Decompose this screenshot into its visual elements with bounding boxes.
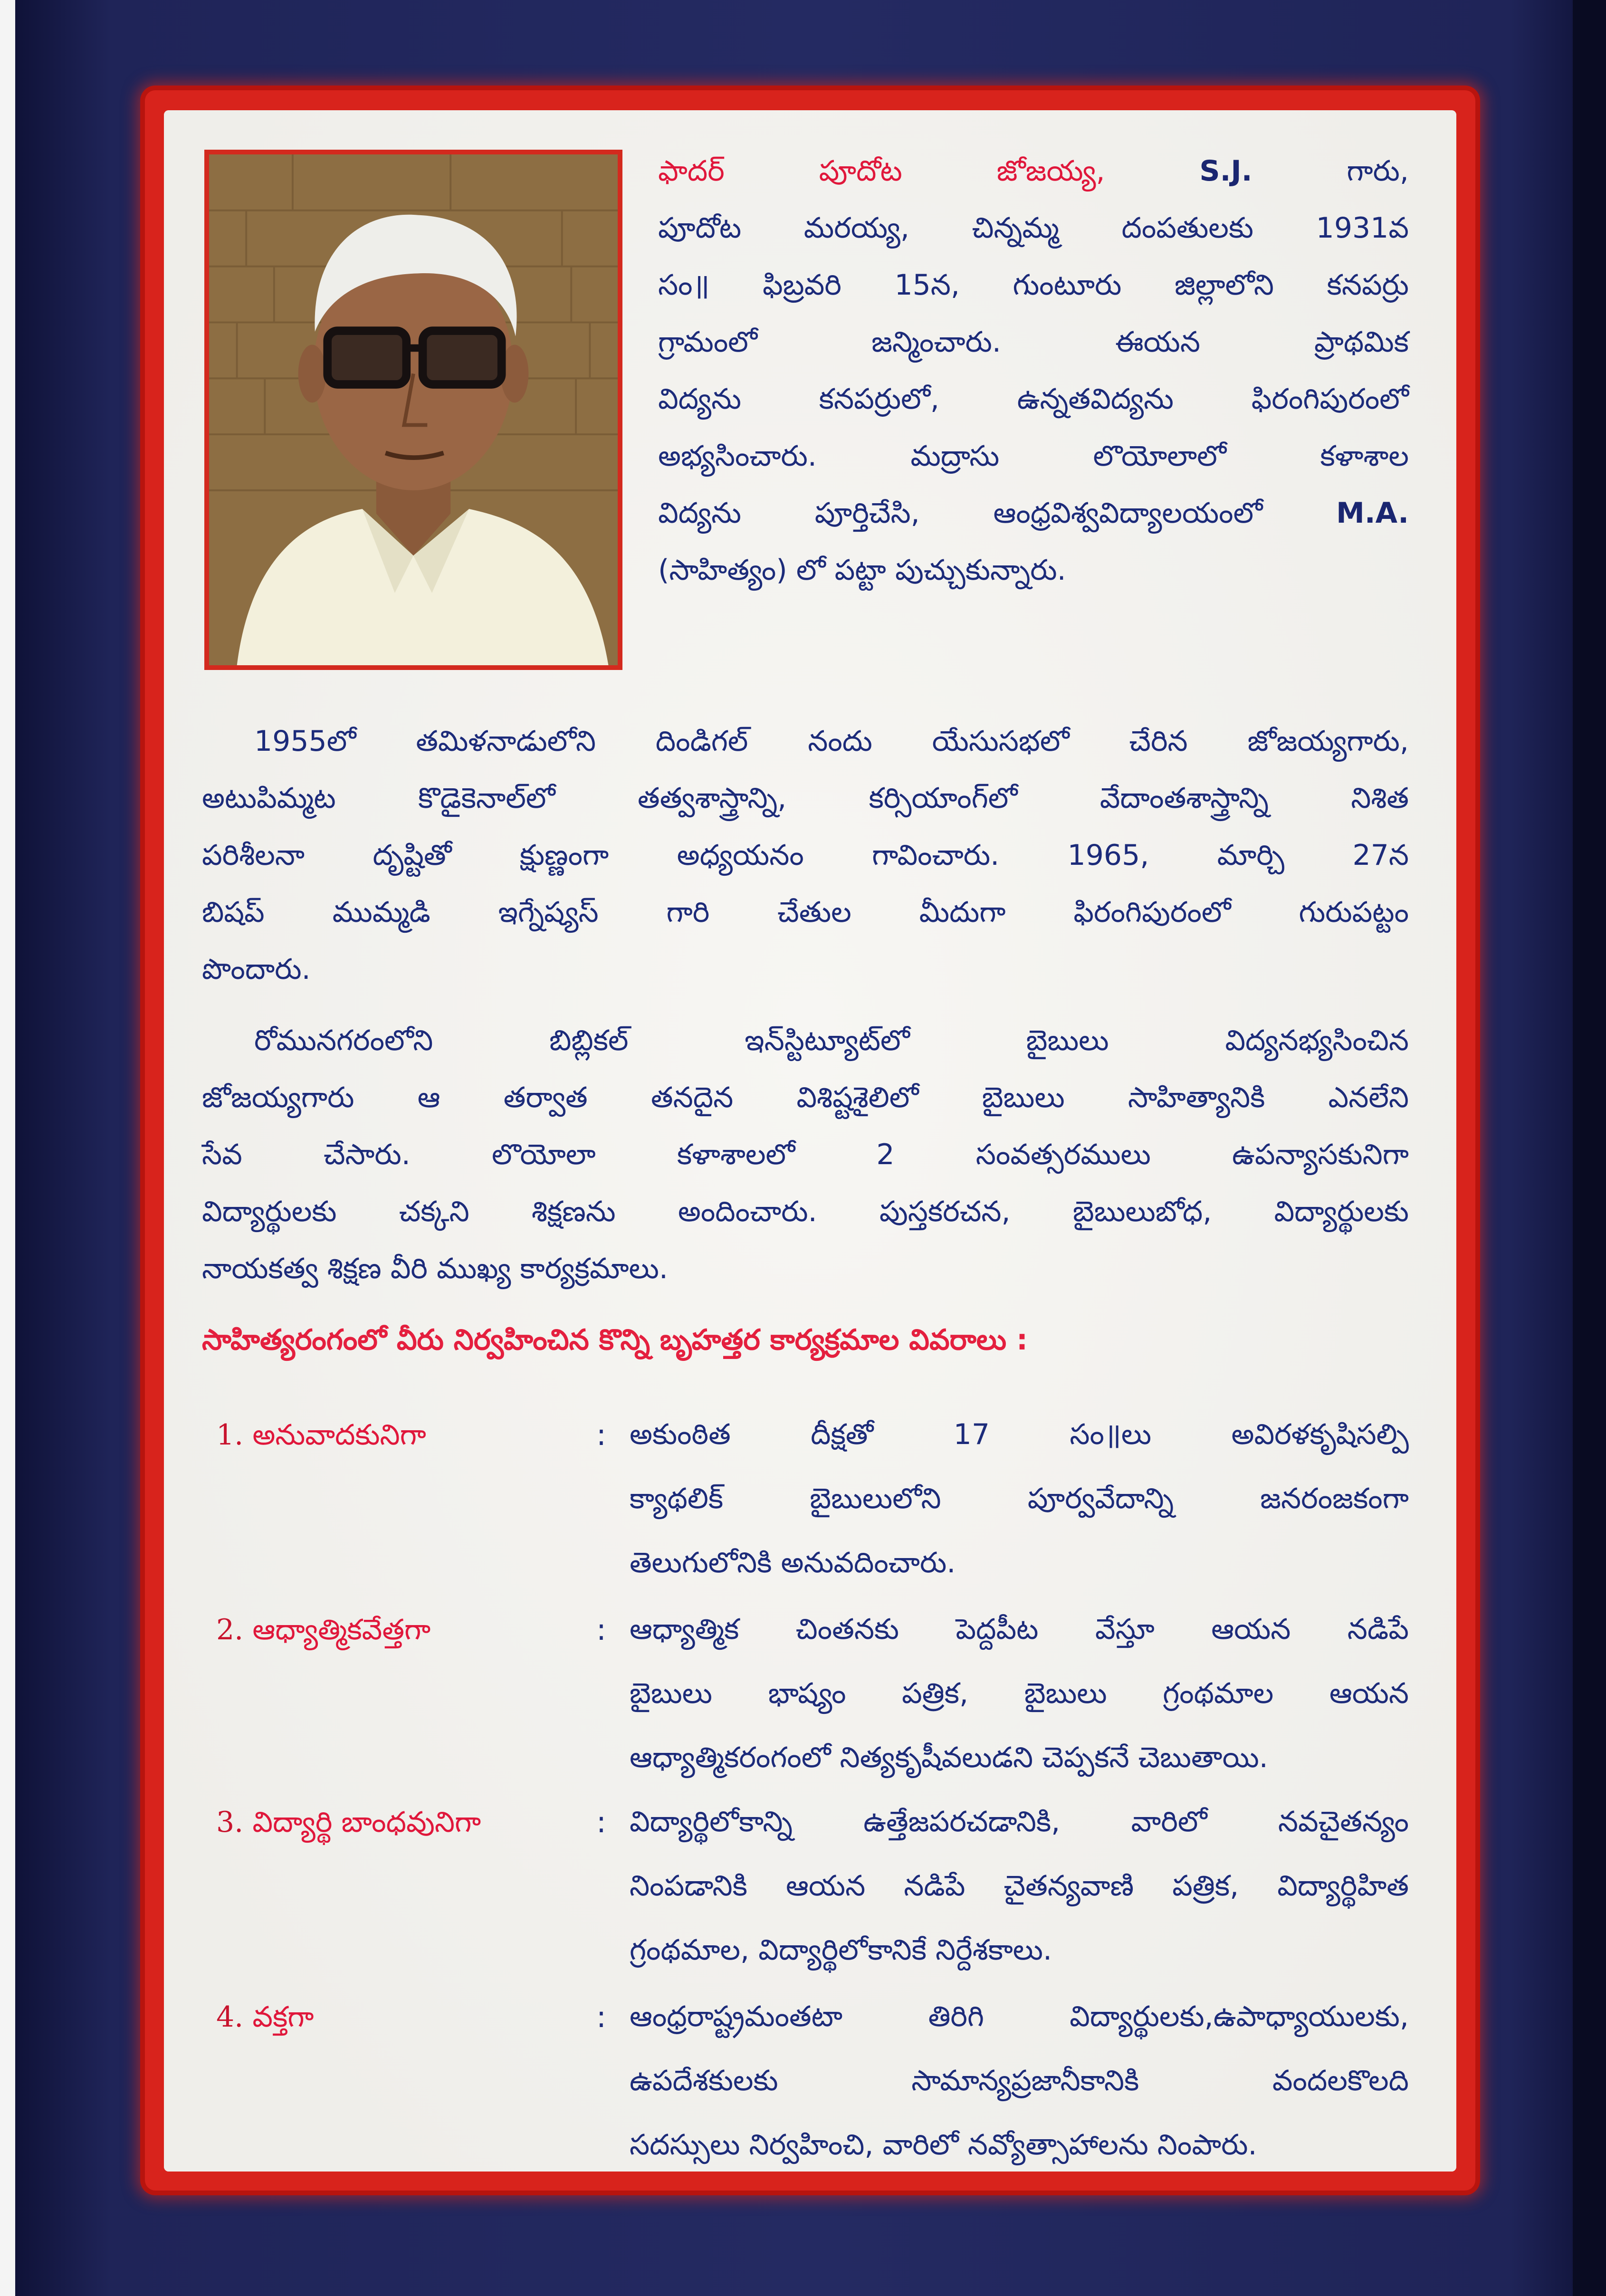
para2-line-4: విద్యార్థులకు చక్కని శిక్షణను అందించారు. పుస్తకరచన, బైబులుబోధ, విద్యార్థులకు [202,1195,1409,1228]
cover-right-edge [1573,0,1606,2296]
intro-line-3: సం॥ ఫిబ్రవరి 15న, గుంటూరు జిల్లాలోని కనపర్రు [658,268,1409,302]
item-2-label: 2. ఆధ్యాత్మికవేత్తగా [216,1613,431,1646]
para1-line-4: బిషప్ ముమ్మడి ఇగ్నేష్యస్ గారి చేతుల మీదుగా ఫిరంగిపురంలో గురుపట్టం [202,896,1409,929]
intro-line-8: (సాహిత్యం) లో పట్టా పుచ్చుకున్నారు. [658,554,1066,587]
page-left-margin [0,0,15,2296]
item-2-colon: : [596,1612,606,1647]
para1-line-3: పరిశీలనా దృష్టితో క్షుణ్ణంగా అధ్యయనం గావించారు. 1965, మార్చి 27న [202,839,1409,872]
item-4-colon: : [596,1999,606,2034]
portrait-illustration [209,154,618,665]
intro-line-6: అభ్యసించారు. మద్రాసు లొయోలాలో కళాశాల [658,440,1409,473]
paragraph-ordination [202,713,1409,998]
item-3-label: 3. విద్యార్థి బాంధవునిగా [216,1806,481,1839]
intro-line-1: ఫాదర్ పూదోట జోజయ్య, S.J. గారు, [658,154,1409,188]
para2-line-5: నాయకత్వ శిక్షణ వీరి ముఖ్య కార్యక్రమాలు. [202,1252,668,1285]
item-3-text: విద్యార్థిలోకాన్ని ఉత్తేజపరచడానికి, వారిలో నవచైతన్యం నింపడానికి ఆయన నడిపే చైతన్యవాణి పత్రిక, విద్యార్థిహిత గ్రంథమాల, విద్యార్థిలోకానికే నిర్దేశకాలు. [630,1805,1409,1967]
intro-line-4: గ్రామంలో జన్మించారు. ఈయన ప్రాథమిక [658,325,1409,359]
item-3-colon: : [596,1805,606,1839]
intro-line-5: విద్యను కనపర్రులో, ఉన్నతవిద్యను ఫిరంగిపురంలో [658,383,1409,416]
section-heading: సాహిత్యరంగంలో వీరు నిర్వహించిన కొన్ని బృహత్తర కార్యక్రమాల వివరాలు : [202,1323,1028,1357]
para2-line-1: రోమునగరంలోని బిబ్లికల్ ఇన్‌స్టిట్యూట్‌లో బైబులు విద్యనభ్యసించిన [254,1024,1409,1057]
para2-line-3: సేవ చేసారు. లొయోలా కళాశాలలో 2 సంవత్సరములు ఉపన్యాసకునిగా [202,1138,1409,1171]
intro-line-2: పూదోట మరయ్య, చిన్నమ్మ దంపతులకు 1931వ [658,211,1409,245]
item-1-text: అకుంఠిత దీక్షతో 17 సం॥లు అవిరళకృషిసల్పి క్యాథలిక్ బైబులులోని పూర్వవేదాన్ని జనరంజకంగా తెలుగులోనికి అనువదించారు. [630,1418,1409,1579]
intro-line-7: విద్యను పూర్తిచేసి, ఆంధ్రవిశ్వవిద్యాలయంలో M.A. [658,497,1409,530]
para1-line-5: పొందారు. [202,953,311,986]
para2-line-2: జోజయ్యగారు ఆ తర్వాత తనదైన విశిష్టశైలిలో బైబులు సాహిత్యానికి ఎనలేని [202,1081,1409,1114]
para1-line-2: అటుపిమ్మట కొడైకెనాల్‌లో తత్వశాస్త్రాన్ని, కర్సియాంగ్‌లో వేదాంతశాస్త్రాన్ని నిశిత [202,782,1409,815]
item-4-text: ఆంధ్రరాష్ట్రమంతటా తిరిగి విద్యార్థులకు,ఉపాధ్యాయులకు, ఉపదేశకులకు సామాన్యప్రజానీకానికి వందలకొలది సదస్సులు నిర్వహించి, వారిలో నవ్యోత్సాహాలను నింపారు. [630,2000,1409,2162]
item-1-label: 1. అనువాదకునిగా [216,1418,426,1452]
paragraph-career [202,1012,1409,1297]
para1-line-1: 1955లో తమిళనాడులోని దిండిగల్ నందు యేసుసభలో చేరిన జోజయ్యగారు, [254,725,1409,758]
item-1-colon: : [596,1417,606,1452]
intro-paragraph [658,143,1409,599]
item-4-label: 4. వక్తగా [216,2000,314,2034]
item-2-text: ఆధ్యాత్మిక చింతనకు పెద్దపీట వేస్తూ ఆయన నడిపే బైబులు భాష్యం పత్రిక, బైబులు గ్రంథమాల ఆయన ఆధ్యాత్మికరంగంలో నిత్యకృషీవలుడని చెప్పకనే చెబుతాయి. [630,1613,1409,1774]
portrait-photo [204,150,622,670]
